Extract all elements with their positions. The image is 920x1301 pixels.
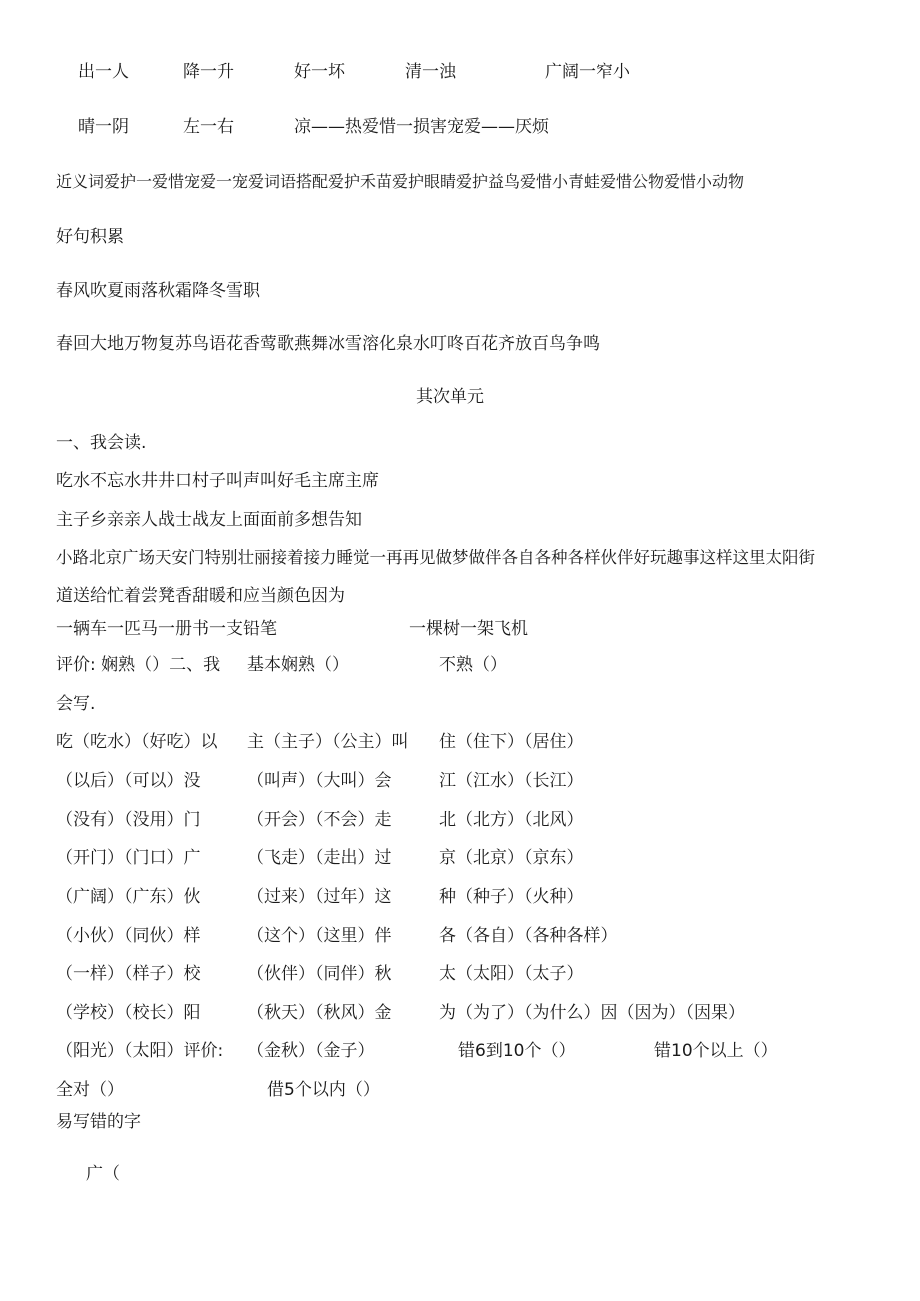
antonym-pair: 出一人 <box>78 62 129 82</box>
grid-cell: 主（主子）（公主）叫 <box>247 732 409 752</box>
read-line: 道送给忙着尝凳香甜暖和应当颜色因为 <box>56 586 345 606</box>
measure-words-line: 一辆车一匹马一册书一支铅笔 <box>56 619 277 639</box>
antonym-pair: 晴一阴 <box>78 117 129 137</box>
spring-line: 春回大地万物复苏鸟语花香莺歌燕舞冰雪溶化泉水叮咚百花齐放百鸟争鸣 <box>56 334 600 354</box>
read-line: 吃水不忘水井井口村子叫声叫好毛主席主席 <box>56 471 379 491</box>
grid-cell: 住（住下）（居住） <box>439 732 584 752</box>
grid-cell: 各（各自）（各种各样） <box>439 926 618 946</box>
grid-cell: （开会）（不会）走 <box>247 810 392 830</box>
evaluation-option: 基本娴熟（） <box>247 655 349 675</box>
grid-cell: （开门）（门口）广 <box>56 848 201 868</box>
error-prone-item: 广（ <box>86 1164 120 1184</box>
evaluation-option: 全对（） <box>56 1080 124 1100</box>
read-line: 小路北京广场天安门特别壮丽接着接力睡觉一再再见做梦做伴各自各种各样伙伴好玩趣事这样这里太阳街 <box>56 548 815 567</box>
grid-cell: （以后）（可以）没 <box>56 771 201 791</box>
antonym-pair: 好一坏 <box>294 62 345 82</box>
grid-cell: （这个）（这里）伴 <box>247 926 392 946</box>
grid-cell: （金秋）（金子） <box>247 1041 375 1061</box>
grid-cell: （一样）（样子）校 <box>56 964 201 984</box>
grid-cell: 吃（吃水）（好吃）以 <box>56 732 218 752</box>
antonym-pair: 降一升 <box>183 62 234 82</box>
section-read-heading: 一、我会读. <box>56 433 147 453</box>
read-line: 主子乡亲亲人战士战友上面面前多想告知 <box>56 510 362 530</box>
evaluation-line: 评价: 娴熟（）二、我 <box>56 655 221 675</box>
measure-words-line: 一棵树一架飞机 <box>409 619 528 639</box>
antonym-pair: 广阔一窄小 <box>545 62 630 82</box>
antonym-pair: 左一右 <box>183 117 234 137</box>
grid-cell: （伙伴）（同伴）秋 <box>247 964 392 984</box>
evaluation-option: 错6到10个（） <box>458 1041 576 1061</box>
grid-cell: 太（太阳）（太子） <box>439 964 584 984</box>
grid-cell: （没有）（没用）门 <box>56 810 201 830</box>
error-prone-heading: 易写错的字 <box>56 1112 141 1132</box>
grid-cell: （广阔）（广东）伙 <box>56 887 201 907</box>
grid-cell: 为（为了）（为什么）因（因为）（因果） <box>439 1003 745 1023</box>
antonym-pair: 清一浊 <box>405 62 456 82</box>
good-sentences-heading: 好句积累 <box>56 227 124 247</box>
evaluation-option: 错10个以上（） <box>654 1041 778 1061</box>
antonym-pair: 凉——热爱惜一损害宠爱——厌烦 <box>294 117 549 137</box>
grid-cell: （过来）（过年）这 <box>247 887 392 907</box>
unit-title: 其次单元 <box>416 387 484 407</box>
can-write-heading: 会写. <box>56 694 96 714</box>
grid-cell: （学校）（校长）阳 <box>56 1003 201 1023</box>
grid-cell: （叫声）（大叫）会 <box>247 771 392 791</box>
grid-cell: 京（北京）（京东） <box>439 848 584 868</box>
grid-cell: 北（北方）（北风） <box>439 810 584 830</box>
synonyms-line: 近义词爱护一爱惜宠爱一宠爱词语搭配爱护禾苗爱护眼睛爱护益鸟爱惜小青蛙爱惜公物爱惜小动物 <box>56 172 745 191</box>
grid-cell: （小伙）（同伙）样 <box>56 926 201 946</box>
grid-cell: 种（种子）（火种） <box>439 887 584 907</box>
seasons-line: 春风吹夏雨落秋霜降冬雪职 <box>56 281 260 301</box>
evaluation-option: 借5个以内（） <box>267 1080 380 1100</box>
grid-cell: （阳光）（太阳）评价: <box>56 1041 224 1061</box>
grid-cell: （飞走）（走出）过 <box>247 848 392 868</box>
evaluation-option: 不熟（） <box>439 655 507 675</box>
grid-cell: （秋天）（秋风）金 <box>247 1003 392 1023</box>
grid-cell: 江（江水）（长江） <box>439 771 584 791</box>
